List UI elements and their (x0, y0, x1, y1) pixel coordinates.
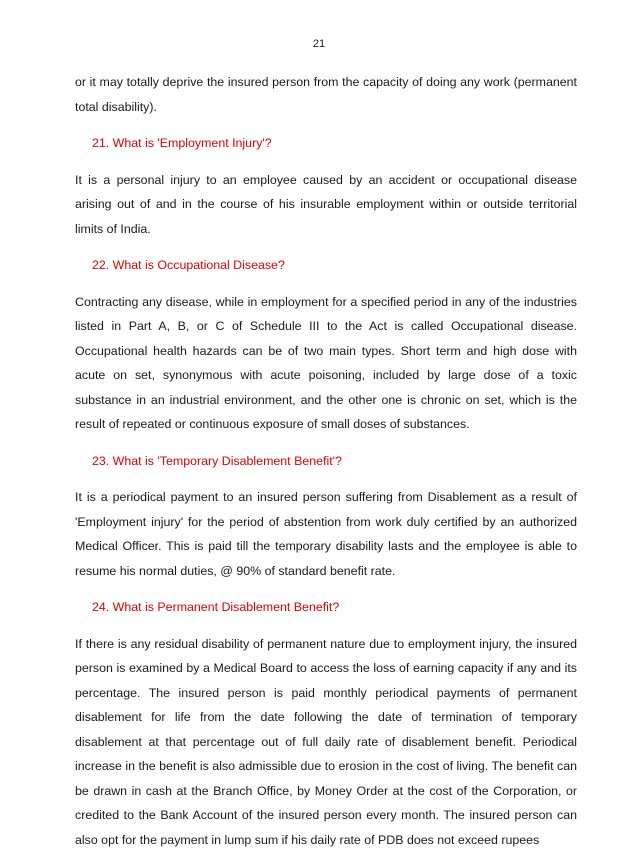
paragraph-temporary-disablement: It is a periodical payment to an insured person suffering from Disablement as a result of 'Employment injury' for the period of abstention from work duly certified by an authorized Medical Officer. This is paid till the temporary disability lasts and the employee is able to resume his normal duties, @ 90% of standard benefit rate. (75, 490, 577, 578)
question-heading-21: 21. What is 'Employment Injury'? (92, 136, 272, 150)
page-content (75, 70, 577, 864)
question-heading-23: 23. What is 'Temporary Disablement Benefit'? (92, 453, 342, 468)
paragraph-occupational-disease: Contracting any disease, while in employment for a specified period in any of the industries listed in Part A, B, or C of Schedule III to the Act is called Occupational disease. Occupational health hazards can be of two main types. Short term and high dose with acute on set, synonymous with acute poisoning, included by large dose of a toxic substance in an industrial environment, and the other one is chronic on set, which is the result of repeated or continuous exposure of small doses of substances. (75, 294, 577, 431)
page-number: 21 (312, 38, 326, 50)
question-heading-22: 22. What is Occupational Disease? (92, 258, 285, 272)
paragraph-employment-injury: It is a personal injury to an employee caused by an accident or occupational disease arising out of and in the course of his insurable employment within or outside territorial limits of India. (75, 172, 577, 236)
question-heading-24: 24. What is Permanent Disablement Benefit? (92, 600, 340, 614)
paragraph-continuation: or it may totally deprive the insured person from the capacity of doing any work (permanent total disability). (75, 75, 577, 114)
paragraph-permanent-disablement: If there is any residual disability of permanent nature due to employment injury, the insured person is examined by a Medical Board to access the loss of earning capacity if any and its percentage. The insured person is paid monthly periodical payments of permanent disablement for life from the date following the date of termination of temporary disablement at that percentage out of full daily rate of disablement benefit. Periodical increase in the benefit is also admissible due to erosion in the cost of living. The benefit can be drawn in cash at the Branch Office, by Money Order at the cost of the Corporation, or credited to the Bank Account of the insured person every month. The insured person can also opt for the payment in lump sum if his daily rate of PDB does not exceed rupees (75, 636, 577, 847)
